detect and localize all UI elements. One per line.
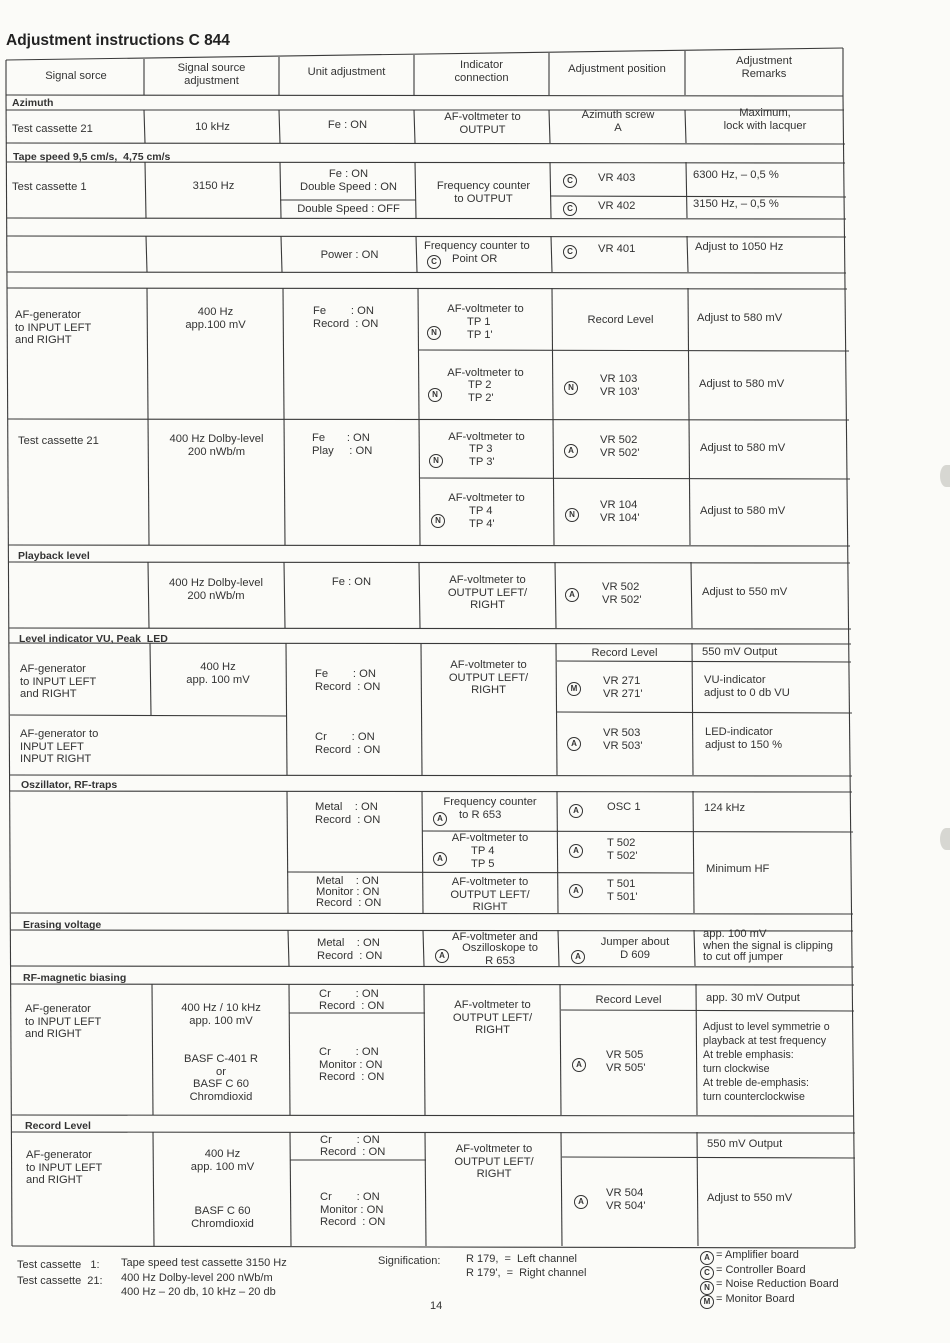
header-source-adjustment: Signal source adjustment [177, 62, 246, 87]
cell-unit: Cr : ON Record : ON [320, 1134, 386, 1158]
cell-remarks: Adjust to 550 mV [702, 586, 788, 598]
cell-indicator: AF-voltmeter to [448, 431, 525, 443]
cell-src: Test cassette 1 [12, 181, 87, 193]
cell-indicator: Frequency counter to [424, 240, 530, 252]
header-indicator-connection: Indicator connection [454, 59, 509, 84]
section-tape-speed: Tape speed 9,5 cm/s, 4,75 cm/s [13, 151, 171, 163]
header-signal-source: Signal sorce [45, 70, 107, 82]
amplifier-board-icon: A [567, 735, 581, 753]
cell-unit: Fe : ON Play : ON [312, 432, 373, 457]
legend-noise-reduction: = Noise Reduction Board [716, 1278, 839, 1290]
cell-indicator: Point OR [452, 253, 498, 265]
cell-unit: Metal : ON Record : ON [317, 937, 383, 962]
cell-indicator: AF-voltmeter to OUTPUT [444, 111, 521, 136]
amplifier-board-icon: A [435, 947, 449, 965]
cell-unit: Fe : ON Record : ON [315, 668, 381, 693]
section-oscillator: Oszillator, RF-traps [21, 779, 118, 791]
cell-unit: Metal : ON Record : ON [315, 801, 381, 826]
cell-unit: Double Speed : OFF [297, 203, 400, 215]
cell-position: VR 402 [598, 200, 636, 212]
noise-reduction-board-icon: N [564, 379, 578, 397]
cell-indicator: to R 653 [459, 809, 502, 821]
cell-freq: 400 Hz app.100 mV [185, 306, 246, 331]
footnote-tc1-label: Test cassette 1: [17, 1259, 100, 1271]
cell-indicator: AF-voltmeter to OUTPUT LEFT/ RIGHT [450, 876, 530, 914]
noise-reduction-board-icon: N [565, 506, 579, 524]
noise-reduction-board-icon: N [431, 512, 445, 530]
footnote-tc21-text: 400 Hz Dolby-level 200 nWb/m 400 Hz – 20 db, 10 kHz – 20 db [121, 1272, 276, 1298]
cell-indicator: TP 2 TP 2' [468, 379, 494, 404]
cell-indicator: AF-voltmeter to OUTPUT LEFT/ RIGHT [447, 574, 528, 612]
cell-remarks: Adjust to 550 mV [707, 1192, 793, 1204]
cell-unit: Cr : ON Monitor : ON Record : ON [320, 1191, 386, 1229]
noise-reduction-board-icon: N [428, 386, 442, 404]
cell-unit: Cr : ON Monitor : ON Record : ON [319, 1046, 385, 1084]
cell-indicator: Oszilloskope to R 653 [462, 942, 538, 967]
amplifier-board-icon: A [565, 586, 579, 604]
cell-src: AF-generator to INPUT LEFT and RIGHT [25, 1003, 102, 1041]
amplifier-board-icon: A [433, 810, 447, 828]
cell-remarks: 3150 Hz, – 0,5 % [693, 198, 779, 210]
cell-unit: Fe : ON [331, 576, 372, 588]
cell-indicator: TP 3 TP 3' [469, 443, 495, 468]
cell-src: AF-generator to INPUT LEFT and RIGHT [26, 1149, 103, 1187]
amplifier-board-icon: A [569, 842, 583, 860]
cell-src: AF-generator to INPUT LEFT INPUT RIGHT [20, 728, 99, 766]
cell-tape: BASF C-401 R or BASF C 60 Chromdioxid [184, 1053, 258, 1103]
cell-unit: Cr : ON Record : ON [319, 988, 385, 1012]
cell-unit: Fe : ON [327, 119, 368, 131]
cell-remarks: Maximum, lock with lacquer [723, 107, 807, 132]
cell-tape: BASF C 60 Chromdioxid [191, 1205, 254, 1230]
cell-indicator: TP 4 TP 4' [469, 505, 495, 530]
cell-src: AF-generator to INPUT LEFT and RIGHT [20, 663, 97, 701]
cell-remarks: Adjust to 580 mV [697, 312, 783, 324]
cell-indicator: AF-voltmeter and [452, 931, 538, 943]
signification-text: R 179, = Left channel R 179', = Right channel [466, 1253, 587, 1279]
controller-board-icon: C [563, 243, 577, 261]
cell-indicator: Frequency counter [443, 796, 537, 808]
monitor-board-icon: M [700, 1293, 714, 1311]
cell-position: VR 403 [598, 172, 636, 184]
noise-reduction-board-icon: N [429, 452, 443, 470]
cell-freq: 400 Hz Dolby-level 200 nWb/m [169, 577, 263, 602]
cell-freq: 400 Hz / 10 kHz app. 100 mV [181, 1002, 261, 1027]
cell-src: Test cassette 21 [18, 435, 99, 447]
amplifier-board-icon: A [574, 1193, 588, 1211]
header-unit-adjustment: Unit adjustment [307, 66, 386, 78]
page-number: 14 [430, 1300, 443, 1312]
amplifier-board-icon: A [569, 882, 583, 900]
footnote-tc1-text: Tape speed test cassette 3150 Hz [121, 1257, 287, 1269]
amplifier-board-icon: A [569, 802, 583, 820]
cell-remarks: app. 100 mV when the signal is clipping to cut off jumper [703, 928, 833, 963]
cell-freq: 400 Hz app. 100 mV [190, 1148, 255, 1173]
cell-position: VR 503 VR 503' [603, 727, 643, 752]
cell-indicator: TP 1 TP 1' [467, 316, 493, 341]
cell-unit: Power : ON [320, 249, 379, 261]
cell-unit: Fe : ON Record : ON [313, 305, 379, 330]
section-azimuth: Azimuth [12, 97, 54, 109]
cell-remarks: LED-indicator adjust to 150 % [705, 726, 783, 751]
cell-unit: Metal : ON Monitor : ON Record : ON [316, 875, 382, 909]
cell-indicator: Frequency counter to OUTPUT [436, 180, 531, 205]
cell-remarks: Minimum HF [706, 863, 770, 875]
cell-position: VR 504 VR 504' [606, 1187, 646, 1212]
cell-position: Record Level [595, 994, 662, 1006]
cell-remarks: Adjust to 580 mV [700, 505, 786, 517]
amplifier-board-icon: A [571, 948, 585, 966]
cell-indicator: AF-voltmeter to OUTPUT LEFT/ RIGHT [452, 999, 533, 1037]
cell-indicator: AF-voltmeter to [451, 832, 529, 844]
cell-indicator: AF-voltmeter to OUTPUT LEFT/ RIGHT [448, 659, 529, 697]
cell-position: OSC 1 [607, 801, 641, 813]
binder-hole [940, 465, 950, 487]
section-record-level: Record Level [25, 1120, 91, 1132]
legend-amplifier: = Amplifier board [716, 1249, 799, 1261]
cell-position: VR 104 VR 104' [600, 499, 640, 524]
cell-position: VR 401 [598, 243, 636, 255]
cell-position: VR 505 VR 505' [606, 1049, 646, 1074]
cell-position: T 502 T 502' [607, 837, 638, 862]
cell-position: Record Level [591, 647, 658, 659]
cell-unit: Cr : ON Record : ON [315, 731, 381, 756]
cell-remarks: 6300 Hz, – 0,5 % [693, 169, 779, 181]
cell-remarks: app. 30 mV Output [706, 992, 800, 1004]
amplifier-board-icon: A [572, 1056, 586, 1074]
cell-src: AF-generator to INPUT LEFT and RIGHT [15, 309, 92, 347]
cell-src: Test cassette 21 [12, 123, 93, 135]
footnote-tc21-label: Test cassette 21: [17, 1275, 103, 1287]
cell-position: VR 271 VR 271' [603, 675, 643, 700]
cell-position: VR 502 VR 502' [602, 581, 642, 606]
cell-freq: 400 Hz Dolby-level 200 nWb/m [169, 433, 264, 458]
controller-board-icon: C [700, 1264, 714, 1282]
amplifier-board-icon: A [700, 1249, 714, 1267]
cell-position: VR 103 VR 103' [600, 373, 640, 398]
cell-remarks: Adjust to 1050 Hz [695, 241, 784, 253]
cell-indicator: AF-voltmeter to [448, 492, 525, 504]
cell-remarks: VU-indicator adjust to 0 db VU [704, 674, 790, 699]
cell-remarks: Adjust to level symmetrie o playback at test frequency At treble emphasis: turn clockwise At treble de-emphasis: turn counterclockwise [703, 1021, 830, 1103]
cell-position: VR 502 VR 502' [600, 434, 640, 459]
page-title: Adjustment instructions C 844 [6, 32, 230, 49]
cell-remarks: Adjust to 580 mV [700, 442, 786, 454]
cell-indicator: AF-voltmeter to OUTPUT LEFT/ RIGHT [454, 1143, 534, 1181]
cell-indicator: AF-voltmeter to [447, 303, 524, 315]
cell-indicator: TP 4 TP 5 [471, 845, 495, 870]
signification-label: Signification: [378, 1255, 441, 1267]
binder-hole [940, 828, 950, 850]
header-adjustment-position: Adjustment position [568, 63, 666, 75]
cell-remarks: Adjust to 580 mV [699, 378, 785, 390]
section-level-indicator: Level indicator VU, Peak LED [19, 633, 168, 645]
cell-remarks: 550 mV Output [702, 646, 778, 658]
noise-reduction-board-icon: N [700, 1279, 714, 1297]
cell-remarks: 124 kHz [704, 802, 746, 814]
section-erasing-voltage: Erasing voltage [23, 919, 102, 931]
cell-position: Jumper about D 609 [600, 936, 670, 961]
legend-controller: = Controller Board [716, 1264, 806, 1276]
cell-indicator: AF-voltmeter to [447, 367, 524, 379]
cell-freq: 10 kHz [195, 121, 230, 133]
cell-position: Record Level [587, 314, 654, 326]
controller-board-icon: C [427, 253, 441, 271]
monitor-board-icon: M [567, 680, 581, 698]
cell-remarks: 550 mV Output [707, 1138, 783, 1150]
amplifier-board-icon: A [433, 850, 447, 868]
legend-monitor: = Monitor Board [716, 1293, 795, 1305]
noise-reduction-board-icon: N [427, 324, 441, 342]
header-adjustment-remarks: Adjustment Remarks [736, 55, 792, 80]
cell-position: Azimuth screw A [581, 109, 655, 134]
cell-freq: 400 Hz app. 100 mV [186, 661, 250, 686]
amplifier-board-icon: A [564, 442, 578, 460]
cell-position: T 501 T 501' [607, 878, 638, 903]
section-rf-biasing: RF-magnetic biasing [23, 972, 127, 984]
controller-board-icon: C [563, 172, 577, 190]
section-playback-level: Playback level [18, 550, 90, 562]
cell-unit: Fe : ON Double Speed : ON [299, 168, 398, 193]
controller-board-icon: C [563, 200, 577, 218]
cell-freq: 3150 Hz [192, 180, 235, 192]
